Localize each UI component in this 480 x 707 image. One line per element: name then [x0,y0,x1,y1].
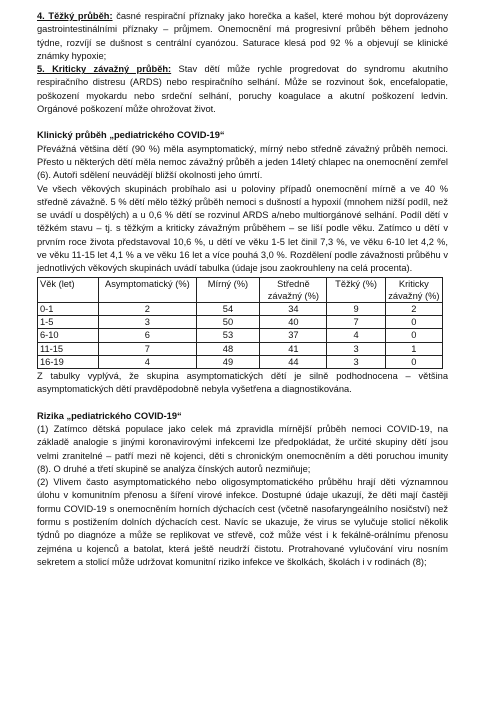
table-cell: 54 [196,303,260,316]
item-4-label: 4. Těžký průběh: [37,11,113,21]
table-row [38,355,443,368]
table-cell: 7 [99,342,197,355]
table-cell: 4 [99,355,197,368]
table-header-cell: Mírný (%) [196,277,260,302]
table-cell: 37 [260,329,327,342]
item-4-text: časné respirační příznaky jako horečka a kašel, které mohou být doprovázeny gastrointestinálními příznaky – průjmem. Onemocnění má progresivní průběh během jednoho týdne, rozvíjí se dušnost s centrální cyanózou. Saturace klesá pod 92 % a objevují se klinické známky hypoxie; [37,11,449,61]
table-cell: 0 [385,355,442,368]
table-cell: 0 [385,316,442,329]
table-cell: 3 [327,355,385,368]
table-cell: 2 [385,303,442,316]
item-5-text: Stav dětí může rychle progredovat do syndromu akutního respiračního distresu (ARDS) nebo respiračního selhání. Může se rozvinout šok, encefalopatie, poškození myokardu nebo srdeční selhání, poruchy koagulace a akutní poškození ledvin. Orgánové poškození může ohrožovat život. [37,64,448,115]
table-cell: 0 [385,329,442,342]
table-cell: 6 [99,329,197,342]
table-note-paragraph: Z tabulky vyplývá, že skupina asymptomatických dětí je silně podhodnocena – většina asymptomatických dětí pravděpodobně nebyla vyšetřena a diagnostikována. [37,371,448,395]
table-cell: 49 [196,355,260,368]
item-5-paragraph [37,63,448,116]
table-cell: 0-1 [38,303,99,316]
table-cell: 41 [260,342,327,355]
clinical-course-paragraph-2: Ve všech věkových skupinách probíhalo asi u poloviny případů onemocnění mírně a ve 40 % středně závažně. 5 % dětí mělo těžký průběh nemoci s dušností a hypoxií (mnohem nižší podíl, než se uvádí u dospělých) a u 0,6 % dětí se rozvinul ARDS a/nebo multiorgánové selhání. Podíl dětí v těžkém stavu – tj. s těžkým a kriticky závažným průběhem – se liší podle věku. Zatímco u dětí v prvním roce života představoval 10,6 %, u dětí ve věku 1-5 let činil 7,3 %, ve věku 6-10 let 4,2 %, ve věku 11-15 let 4,1 % a ve věku 16 let a více pouhá 3,0 %. Rozdělení podle závažnosti průběhu v jednotlivých věkových skupinách uvádí tabulka (údaje jsou zaokrouhleny na celá procenta). [37,183,448,274]
table-cell: 34 [260,303,327,316]
table-cell: 7 [327,316,385,329]
table-cell: 3 [99,316,197,329]
table-header-cell: Kriticky závažný (%) [385,277,442,302]
table-row [38,303,443,316]
table-header-row [38,277,443,302]
table-cell: 53 [196,329,260,342]
table-cell: 3 [327,342,385,355]
severity-by-age-table [37,277,443,369]
table-cell: 2 [99,303,197,316]
item-5-label: 5. Kriticky závažný průběh: [37,64,172,75]
table-row [38,316,443,329]
table-header-cell: Těžký (%) [327,277,385,302]
table-cell: 44 [260,355,327,368]
item-4-paragraph [37,10,448,63]
table-cell: 4 [327,329,385,342]
clinical-course-paragraph-1: Převážná většina dětí (90 %) měla asymptomatický, mírný nebo středně závažný průběh nemoci. Přesto u některých dětí měla nemoc závažný průběh a jeden 14letý chlapec na onemocnění zemřel (6). Autoři sdělení neuvádějí bližší okolnosti jeho úmrtí. [37,143,448,181]
table-cell: 48 [196,342,260,355]
section-heading-risks: Rizika „pediatrického COVID-19“ [37,410,182,421]
table-cell: 6-10 [38,329,99,342]
table-row [38,329,443,342]
table-row [38,342,443,355]
table-header-cell: Věk (let) [38,277,99,302]
table-header-cell: Středně závažný (%) [260,277,327,302]
table-cell: 50 [196,316,260,329]
table-cell: 40 [260,316,327,329]
section-heading-clinical-course: Klinický průběh „pediatrického COVID-19“ [37,130,225,141]
table-cell: 1-5 [38,316,99,329]
table-cell: 11-15 [38,342,99,355]
risks-paragraph-1: (1) Zatímco dětská populace jako celek má zpravidla mírnější průběh nemoci COVID-19, na základě analogie s jinými koronavirovými infekcemi lze předpokládat, že určité skupiny dětí jsou velmi zranitelné – patří mezi ně kojenci, děti s chronickým onemocněním a děti poruchou imunity (8). O druhé a třetí skupině se analýza čínských autorů nezmiňuje; [37,423,448,474]
table-cell: 16-19 [38,355,99,368]
table-header-cell: Asymptomatický (%) [99,277,197,302]
table-cell: 9 [327,303,385,316]
risks-paragraph-2: (2) Vlivem často asymptomatického nebo oligosymptomatického průběhu hrají děti významnou úlohu v komunitním přenosu a šíření virové infekce. Dostupné údaje ukazují, že děti mají častěji formu COVID-19 s onemocněním horních dýchacích cest (včetně nasofaryngeálního nosičství) než formu s postižením dolních dýchacích cest. Navíc se ukazuje, že virus se vylučuje stolicí několik týdnů po diagnóze a může se replikovat ve střevě, což může vést i k fekálně-orálnímu přenosu zejména u kojenců a batolat, která ještě neudrží čistotu. Protrahované vylučování viru nosním sekretem a stolicí může udržovat komunitní riziko infekce ve školkách, školách i v rodinách (8); [37,477,448,567]
table-cell: 1 [385,342,442,355]
